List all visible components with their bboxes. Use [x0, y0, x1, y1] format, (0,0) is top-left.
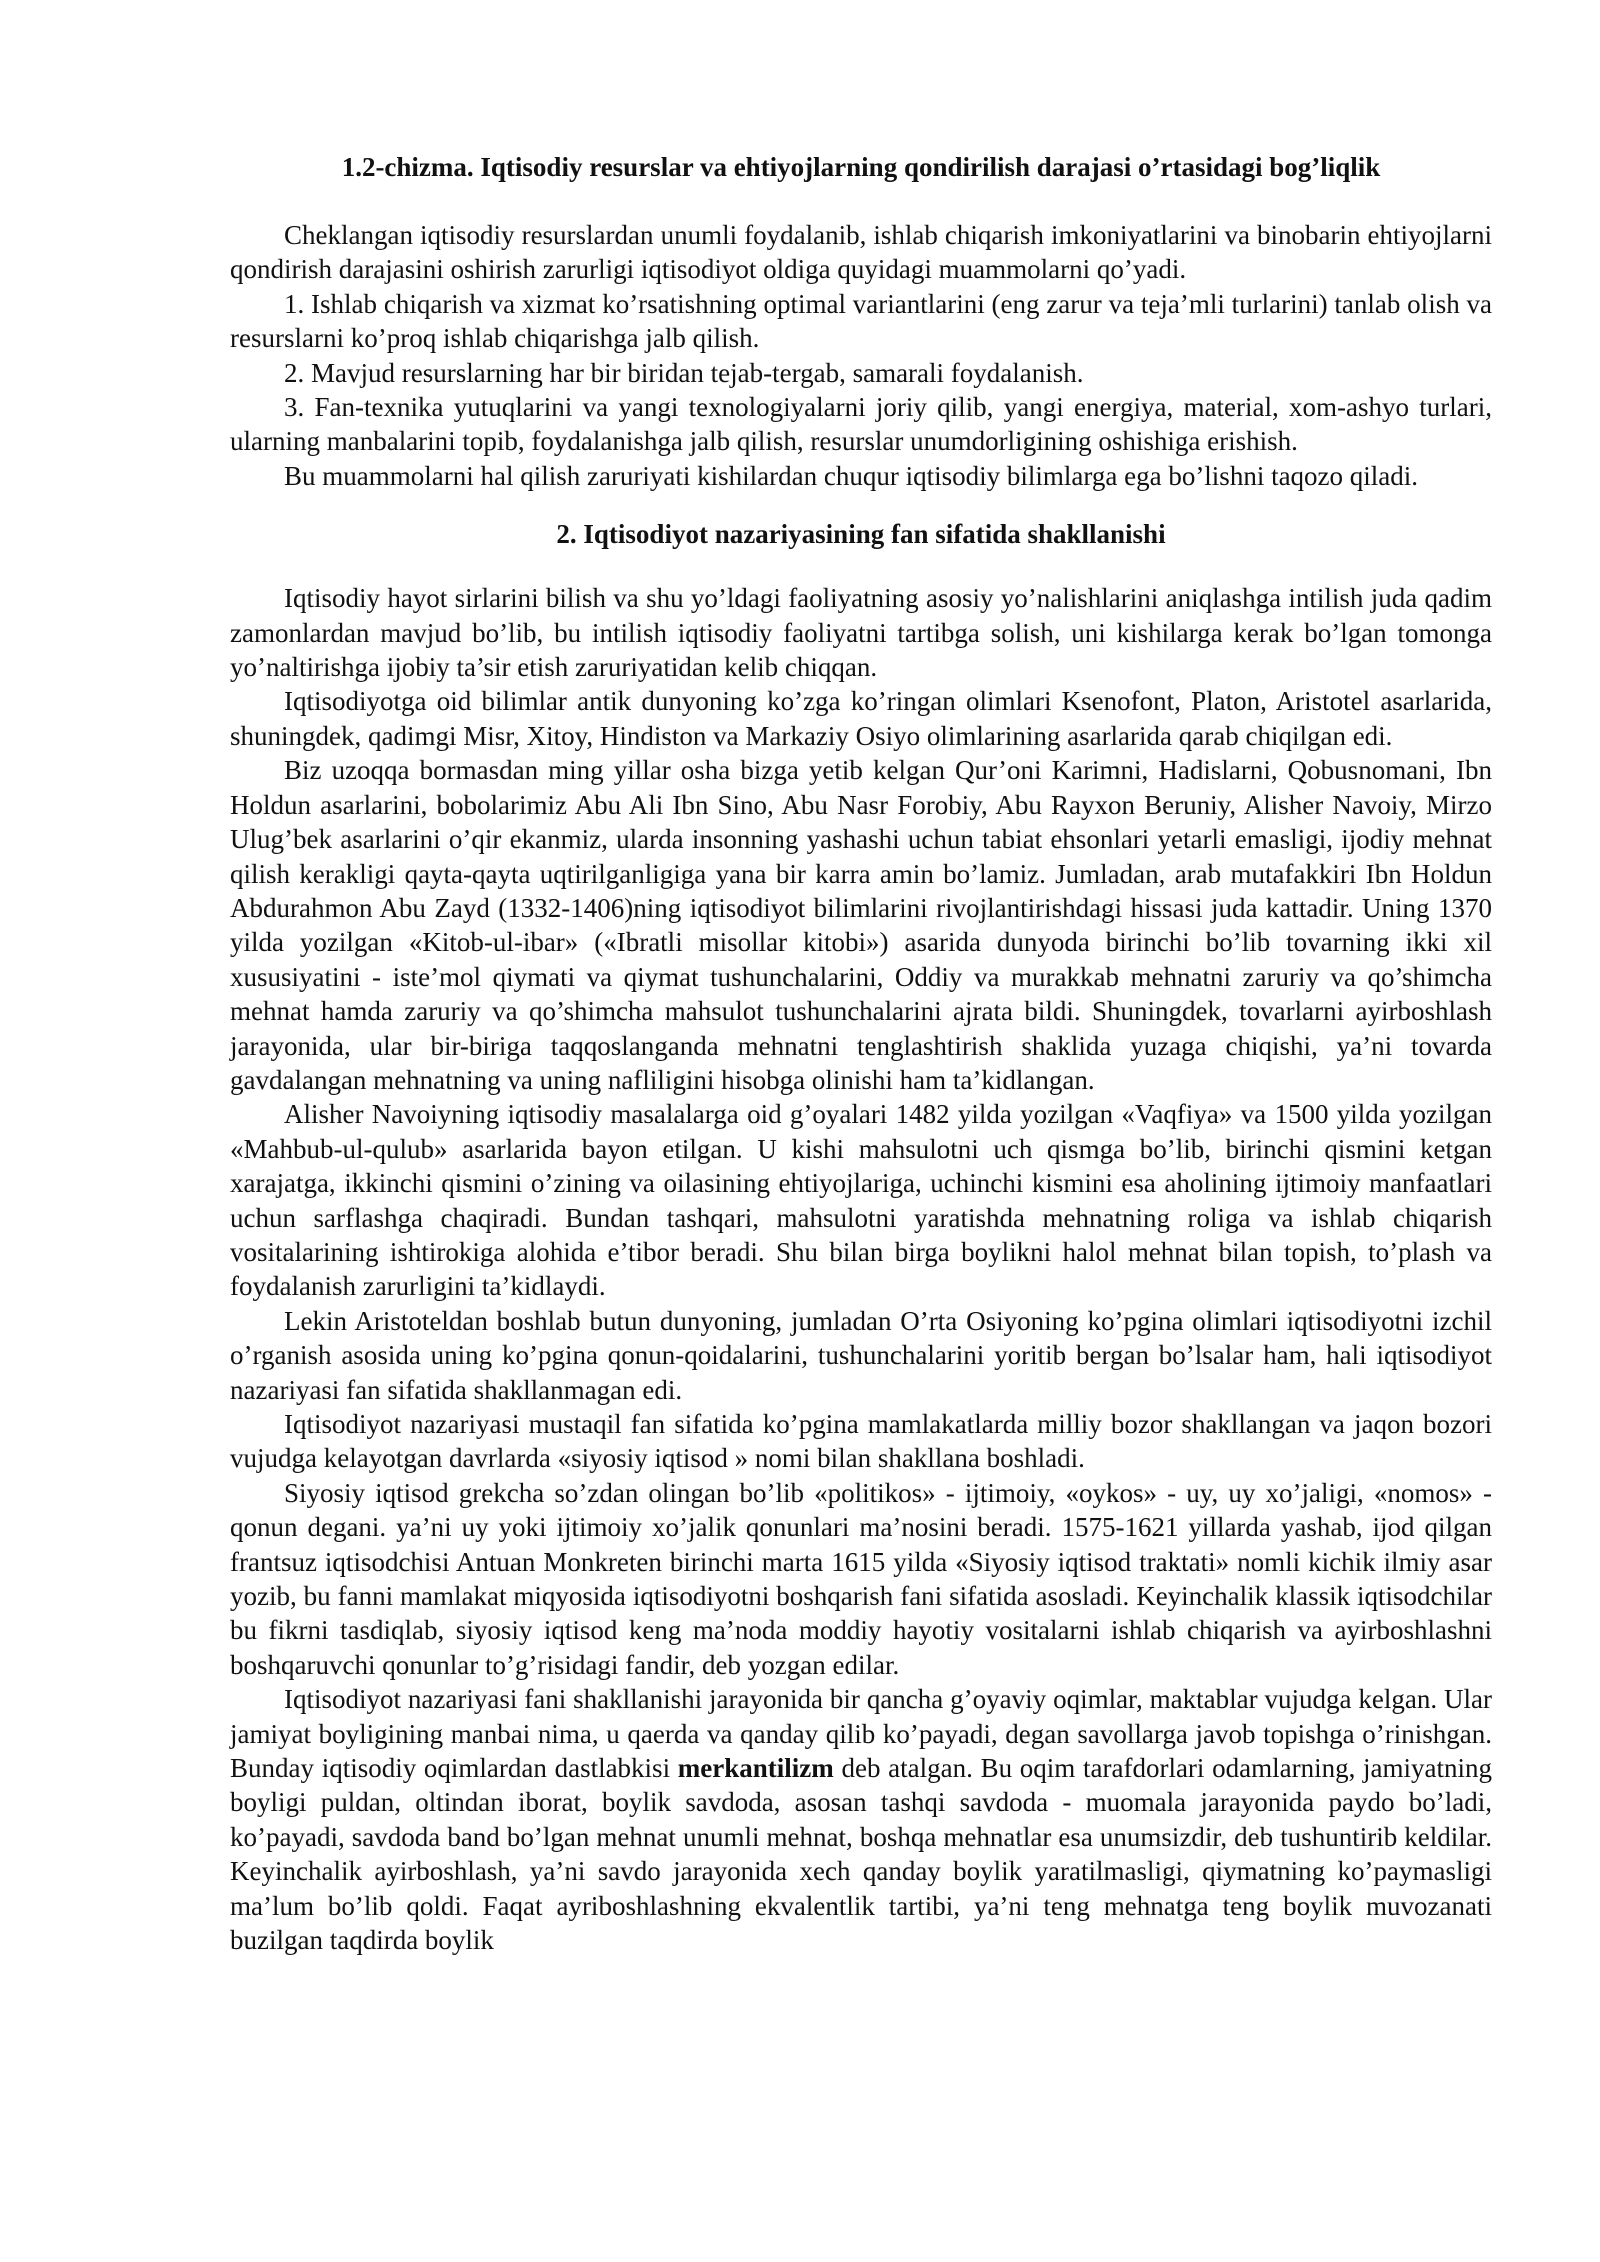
list-item: 1. Ishlab chiqarish va xizmat ko’rsatishning optimal variantlarini (eng zarur va teja’mli turlarini) tanlab olish va resurslarni ko’proq ishlab chiqarishga jalb qilish.: [230, 288, 1492, 354]
text-run: Iqtisodiyot nazariyasi fani shakllanishi jarayonida bir qancha g’oyaviy oqimlar, maktablar vujudga kelgan. Ular jamiyat boyligining manbai nima, u qaerda va qanday qilib ko’payadi, degan savollarga javob topishga o’rinishgan. Bunday iqtisodiy oqimlardan dastlabkisi: [230, 1684, 1492, 1784]
section-heading: 2. Iqtisodiyot nazariyasining fan sifatida shakllanishi: [556, 519, 1166, 550]
paragraph: Bu muammolarni hal qilish zaruriyati kishilardan chuqur iqtisodiy bilimlarga ega bo’lishni taqozo qiladi.: [284, 460, 1419, 491]
list-item: 2. Mavjud resurslarning har bir biridan tejab-tergab, samarali foydalanish.: [284, 357, 1084, 388]
paragraph: Siyosiy iqtisod grekcha so’zdan olingan bo’lib «politikos» - ijtimoiy, «oykos» - uy, uy xo’jaligi, «nomos» - qonun degani. ya’ni uy yoki ijtimoiy xo’jalik qonunlari ma’nosini beradi. 1575-1621 yillarda yashab, ijod qilgan frantsuz iqtisodchisi Antuan Monkreten birinchi marta 1615 yilda «Siyosiy iqtisod traktati» nomli kichik ilmiy asar yozib, bu fanni mamlakat miqyosida iqtisodiyotni boshqarish fani sifatida asosladi. Keyinchalik klassik iqtisodchilar bu fikrni tasdiqlab, siyosiy iqtisod keng ma’noda moddiy hayotiy vositalarni ishlab chiqarish va ayirboshlashni boshqaruvchi qonunlar to’g’risidagi fandir, deb yozgan edilar.: [230, 1477, 1492, 1680]
list-item: 3. Fan-texnika yutuqlarini va yangi texnologiyalarni joriy qilib, yangi energiya, material, xom-ashyo turlari, ularning manbalarini topib, foydalanishga jalb qilish, resurslar unumdorligining oshishiga erishish.: [230, 392, 1492, 457]
paragraph: Iqtisodiyotga oid bilimlar antik dunyoning ko’zga ko’ringan olimlari Ksenofont, Platon, Aristotel asarlarida, shuningdek, qadimgi Misr, Xitoy, Hindiston va Markaziy Osiyo olimlarining asarlarida qarab chiqilgan edi.: [230, 686, 1492, 751]
paragraph: Iqtisodiyot nazariyasi mustaqil fan sifatida ko’pgina mamlakatlarda milliy bozor shakllangan va jaqon bozori vujudga kelayotgan davrlarda «siyosiy iqtisod » nomi bilan shakllana boshladi.: [230, 1409, 1492, 1474]
paragraph: Lekin Aristoteldan boshlab butun dunyoning, jumladan O’rta Osiyoning ko’pgina olimlari iqtisodiyotni izchil o’rganish asosida uning ko’pgina qonun-qoidalarini, tushunchalarini yoritib bergan bo’lsalar ham, hali iqtisodiyot nazariyasi fan sifatida shakllanmagan edi.: [230, 1305, 1492, 1405]
figure-caption: 1.2-chizma. Iqtisodiy resurslar va ehtiyojlarning qondirilish darajasi o’rtasidagi bog’liqlik: [341, 152, 1381, 182]
paragraph: Iqtisodiy hayot sirlarini bilish va shu yo’ldagi faoliyatning asosiy yo’nalishlarini aniqlashga intilish juda qadim zamonlardan mavjud bo’lib, bu intilish iqtisodiy faoliyatni tartibga solish, uni kishilarga kerak bo’lgan tomonga yo’naltirishga ijobiy ta’sir etish zaruriyatidan kelib chiqqan.: [230, 583, 1492, 683]
document-page: [230, 150, 1492, 1958]
paragraph: Cheklangan iqtisodiy resurslardan unumli foydalanib, ishlab chiqarish imkoniyatlarini va binobarin ehtiyojlarni qondirish darajasini oshirish zarurligi iqtisodiyot oldiga quyidagi muammolarni qo’yadi.: [230, 220, 1492, 285]
bold-term: merkantilizm: [677, 1753, 834, 1784]
paragraph: Alisher Navoiyning iqtisodiy masalalarga oid g’oyalari 1482 yilda yozilgan «Vaqfiya» va 1500 yilda yozilgan «Mahbub-ul-qulub» asarlarida bayon etilgan. U kishi mahsulotni uch qismga bo’lib, birinchi qismini ketgan xarajatga, ikkinchi qismini o’zining va oilasining ehtiyojlariga, uchinchi kismini esa aholining ijtimoiy manfaatlari uchun sarflashga chaqiradi. Bundan tashqari, mahsulotni yaratishda mehnatning roliga va ishlab chiqarish vositalarining ishtirokiga alohida e’tibor beradi. Shu bilan birga boylikni halol mehnat bilan topish, to’plash va foydalanish zarurligini ta’kidlaydi.: [230, 1099, 1492, 1302]
paragraph: Biz uzoqqa bormasdan ming yillar osha bizga yetib kelgan Qur’oni Karimni, Hadislarni, Qobusnomani, Ibn Holdun asarlarini, bobolarimiz Abu Ali Ibn Sino, Abu Nasr Forobiy, Abu Rayxon Beruniy, Alisher Navoiy, Mirzo Ulug’bek asarlarini o’qir ekanmiz, ularda insonning yashashi uchun tabiat ehsonlari yetarli emasligi, ijodiy mehnat qilish kerakligi qayta-qayta uqtirilganligiga yana bir karra amin bo’lamiz. Jumladan, arab mutafakkiri Ibn Holdun Abdurahmon Abu Zayd (1332-1406)ning iqtisodiyot bilimlarini rivojlantirishdagi hissasi juda kattadir. Uning 1370 yilda yozilgan «Kitob-ul-ibar» («Ibratli misollar kitobi») asarida dunyoda birinchi bo’lib tovarning ikki xil xususiyatini - iste’mol qiymati va qiymat tushunchalarini, Oddiy va murakkab mehnatni zaruriy va qo’shimcha mehnat hamda zaruriy va qo’shimcha mahsulot tushunchalarini ajrata bildi. Shuningdek, tovarlarni ayirboshlash jarayonida, ular bir-biriga taqqoslanganda mehnatni tenglashtirish shaklida yuzaga chiqishi, ya’ni tovarda gavdalangan mehnatning va uning nafliligini hisobga olinishi ham ta’kidlangan.: [230, 755, 1492, 1095]
paragraph-last: [230, 1682, 1492, 1957]
text-run: deb atalgan. Bu oqim tarafdorlari odamlarning, jamiyatning boyligi puldan, oltindan iborat, boylik savdoda, asosan tashqi savdoda - muomala jarayonida paydo bo’ladi, ko’payadi, savdoda band bo’lgan mehnat unumli mehnat, boshqa mehnatlar esa unumsizdir, deb tushuntirib keldilar. Keyinchalik ayirboshlash, ya’ni savdo jarayonida xech qanday boylik yaratilmasligi, qiymatning ko’paymasligi ma’lum bo’lib qoldi. Faqat ayriboshlashning ekvalentlik tartibi, ya’ni teng mehnatga teng boylik muvozanati buzilgan taqdirda boylik: [230, 1753, 1493, 1956]
